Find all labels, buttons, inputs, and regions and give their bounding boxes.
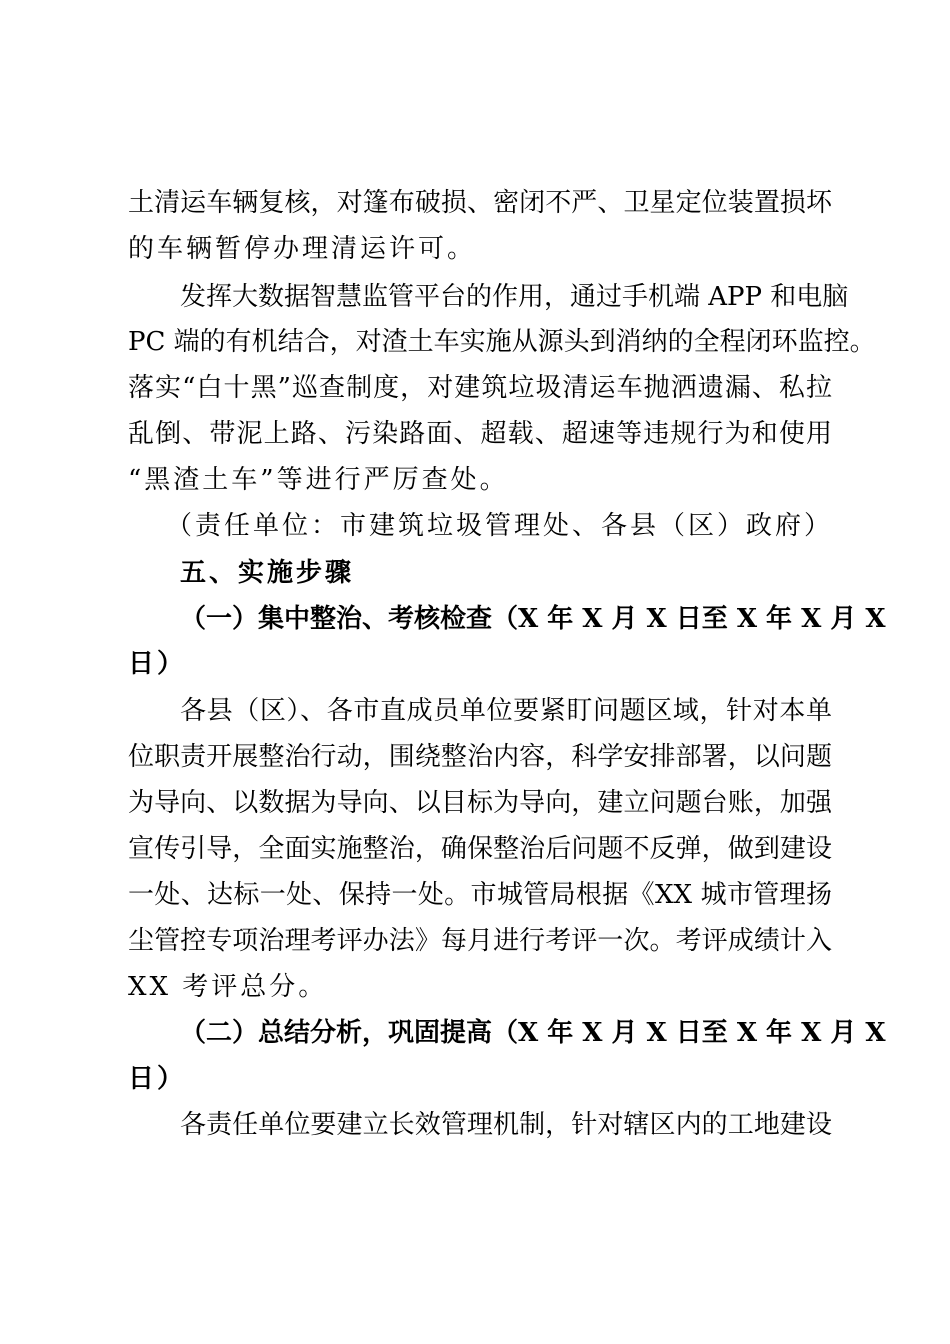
paragraph-line: 宣传引导，全面实施整治，确保整治后问题不反弹，做到建设 [128,834,832,864]
paragraph-line: 乱倒、带泥上路、污染路面、超载、超速等违规行为和使用 [128,419,832,449]
paragraph-line: XX 考评总分。 [128,972,328,1002]
paragraph-line: 土清运车辆复核，对篷布破损、密闭不严、卫星定位装置损坏 [128,188,832,218]
responsibility-note: （责任单位：市建筑垃圾管理处、各县（区）政府） [166,511,834,541]
section-heading: 五、实施步骤 [180,558,355,588]
paragraph-line: 尘管控专项治理考评办法》每月进行考评一次。考评成绩计入 [128,926,832,956]
paragraph-line: 发挥大数据智慧监管平台的作用，通过手机端 APP 和电脑 [180,282,849,312]
paragraph-line: “黑渣土车”等进行严厉查处。 [128,465,509,495]
subsection-heading: （二）总结分析，巩固提高（X 年 X 月 X 日至 X 年 X 月 X [180,1018,886,1048]
paragraph-line: 各责任单位要建立长效管理机制，针对辖区内的工地建设 [180,1110,832,1140]
subsection-heading: （一）集中整治、考核检查（X 年 X 月 X 日至 X 年 X 月 X [180,604,886,634]
paragraph-line: 落实“白十黑”巡查制度，对建筑垃圾清运车抛洒遗漏、私拉 [128,373,832,403]
paragraph-line: 一处、达标一处、保持一处。市城管局根据《XX 城市管理扬 [128,880,832,910]
paragraph-line: PC 端的有机结合，对渣土车实施从源头到消纳的全程闭环监控。 [128,327,876,357]
subsection-heading: 日） [128,1064,187,1094]
subsection-heading: 日） [128,649,187,679]
paragraph-line: 的车辆暂停办理清运许可。 [128,234,477,264]
paragraph-line: 位职责开展整治行动，围绕整治内容，科学安排部署，以问题 [128,742,832,772]
paragraph-line: 各县（区）、各市直成员单位要紧盯问题区域，针对本单 [180,696,832,726]
paragraph-line: 为导向、以数据为导向、以目标为导向，建立问题台账，加强 [128,788,832,818]
